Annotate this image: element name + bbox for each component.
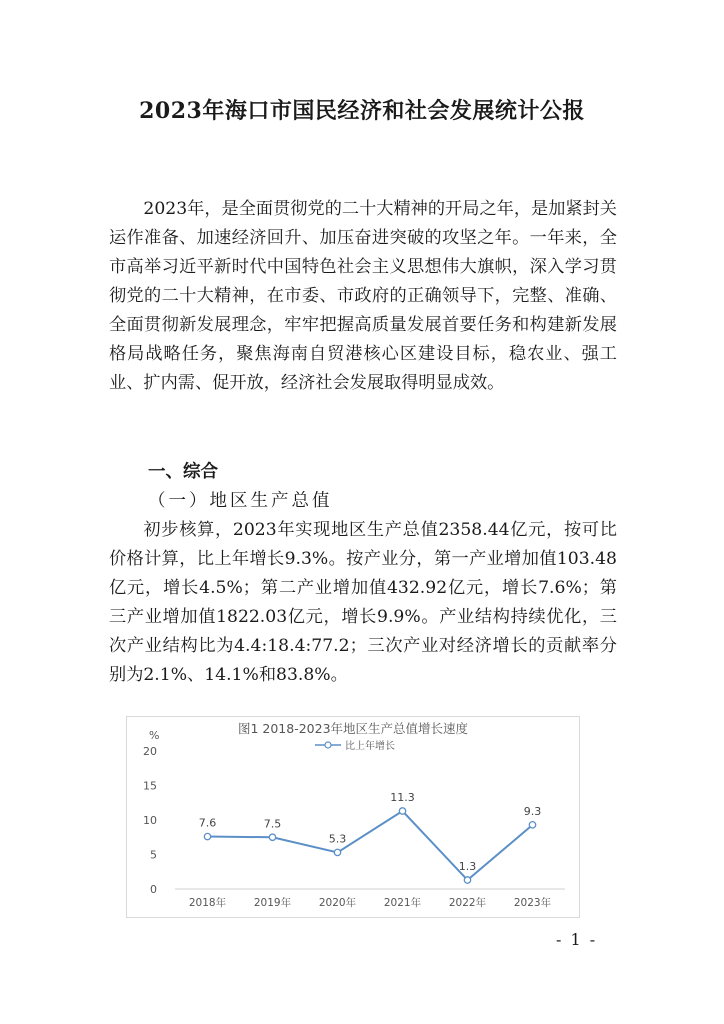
page-number: - 1 - xyxy=(556,930,598,949)
data-point xyxy=(529,822,535,828)
x-tick-label: 2022年 xyxy=(448,897,487,909)
gdp-section xyxy=(109,516,617,690)
data-point xyxy=(204,833,210,839)
intro-section xyxy=(109,195,617,398)
y-tick-label: 15 xyxy=(143,779,157,793)
data-point xyxy=(269,834,275,840)
y-tick-label: 5 xyxy=(150,848,157,862)
page-title: 2023年海口市国民经济和社会发展统计公报 xyxy=(139,98,585,124)
y-tick-label: 10 xyxy=(143,814,157,827)
legend-label: 比上年增长 xyxy=(345,741,395,752)
x-tick-label: 2019年 xyxy=(253,897,292,909)
data-label: 9.3 xyxy=(523,804,542,818)
x-tick-label: 2018年 xyxy=(188,897,227,909)
intro-paragraph: 2023年，是全面贯彻党的二十大精神的开局之年，是加紧封关运作准备、加速经济回升、加压奋进突破的攻坚之年。一年来，全市高举习近平新时代中国特色社会主义思想伟大旗帜，深入学习贯彻党的二十大精神，在市委、市政府的正确领导下，完整、准确、全面贯彻新发展理念，牢牢把握高质量发展首要任务和构建新发展格局战略任务，聚焦海南自贸港核心区建设目标，稳农业、强工业、扩内需、促开放，经济社会发展取得明显成效。 xyxy=(109,199,617,393)
series-line xyxy=(208,811,533,880)
x-tick-label: 2021年 xyxy=(383,897,422,909)
data-label: 5.3 xyxy=(328,832,347,846)
data-label: 7.5 xyxy=(263,817,282,831)
x-tick-label: 2023年 xyxy=(513,897,552,909)
y-tick-label: 20 xyxy=(143,745,157,758)
data-point xyxy=(399,808,405,814)
gdp-paragraph: 初步核算，2023年实现地区生产总值2358.44亿元，按可比价格计算，比上年增长9.3%。按产业分，第一产业增加值103.48亿元，增长4.5%；第二产业增加值432.92亿元，增长7.6%；第三产业增加值1822.03亿元，增长9.9%。产业结构持续优化，三次产业结构比为4.4:18.4:77.2；三次产业对经济增长的贡献率分别为2.1%、14.1%和83.8%。 xyxy=(109,520,617,685)
section-heading: 一、综合 xyxy=(148,462,218,482)
chart-canvas xyxy=(127,717,579,917)
y-axis-unit: % xyxy=(149,729,160,742)
gdp-growth-chart xyxy=(126,716,580,918)
y-tick-label: 0 xyxy=(150,883,157,896)
data-label: 11.3 xyxy=(390,791,415,805)
x-tick-label: 2020年 xyxy=(318,897,357,909)
chart-title: 图1 2018-2023年地区生产总值增长速度 xyxy=(237,721,469,736)
data-point xyxy=(464,877,470,883)
legend-marker xyxy=(325,742,331,748)
data-label: 1.3 xyxy=(458,860,477,874)
data-point xyxy=(334,849,340,855)
subsection-heading: （一）地区生产总值 xyxy=(148,491,333,511)
data-label: 7.6 xyxy=(198,816,217,830)
